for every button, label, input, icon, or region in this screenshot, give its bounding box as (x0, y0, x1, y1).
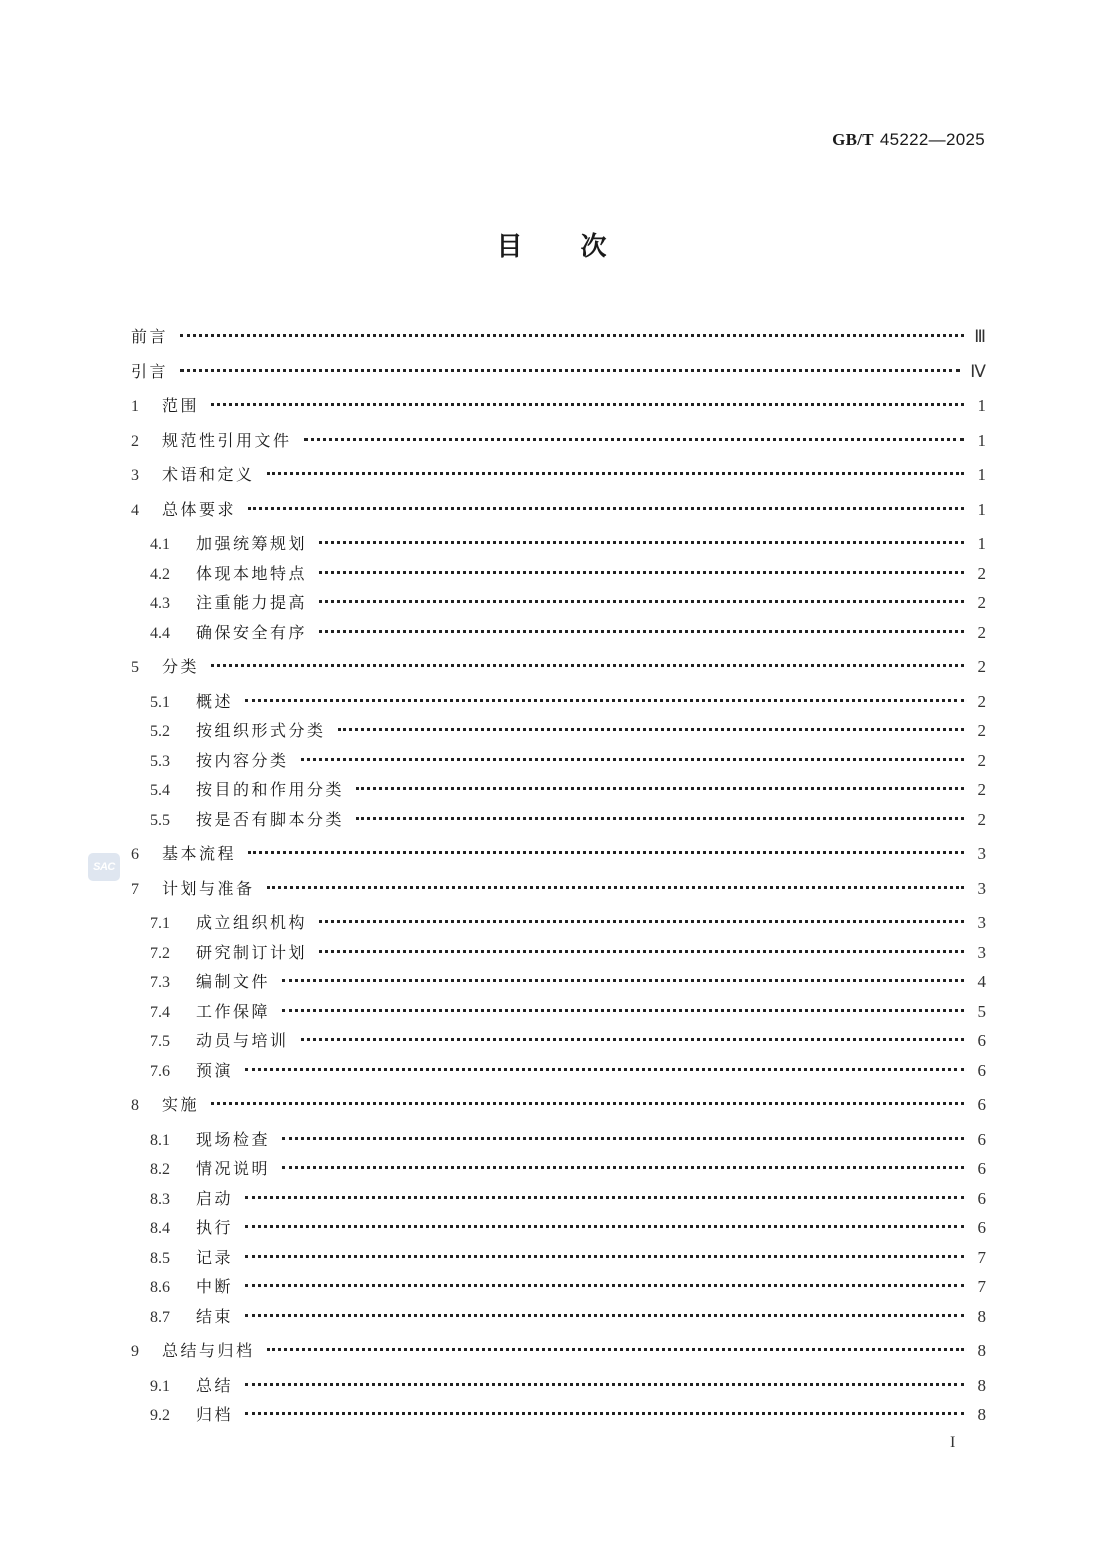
toc-entry-number: 8.6 (150, 1279, 170, 1296)
toc-entry-number: 8.7 (150, 1308, 170, 1326)
toc-entry[interactable] (131, 775, 986, 805)
toc-entry-label: 启动 (196, 1188, 234, 1208)
toc-entry[interactable] (131, 588, 986, 618)
toc-entry-number: 5.4 (150, 782, 170, 799)
toc-entry-number: 4.4 (150, 624, 170, 642)
toc-entry[interactable] (131, 1056, 986, 1086)
page-number: I (950, 1434, 956, 1451)
toc-entry-page: 3 (977, 942, 986, 962)
dot-leader (245, 1284, 964, 1287)
toc-entry-number: 5.2 (150, 723, 170, 740)
dot-leader (245, 1383, 964, 1386)
dot-leader (304, 438, 964, 441)
toc-entry-label: 范围 (162, 396, 200, 415)
toc-entry-number: 7.2 (150, 944, 170, 962)
toc-entry-page: 2 (977, 780, 986, 799)
toc-entry[interactable] (131, 938, 986, 968)
toc-entry-page: 2 (977, 721, 986, 740)
toc-entry[interactable] (131, 391, 986, 426)
toc-entry[interactable] (131, 426, 986, 461)
toc-entry[interactable] (131, 357, 986, 392)
toc-entry-label: 按内容分类 (196, 750, 289, 770)
standard-prefix: GB/T (832, 130, 874, 149)
toc-entry-label: 术语和定义 (162, 465, 255, 484)
toc-entry[interactable] (131, 687, 986, 717)
dot-leader (282, 1166, 964, 1169)
dot-leader (211, 664, 964, 667)
toc-entry-label: 按目的和作用分类 (196, 780, 345, 799)
dot-leader (338, 728, 964, 731)
toc-entry-number: 7.3 (150, 974, 170, 991)
dot-leader (267, 472, 964, 475)
toc-entry[interactable] (131, 967, 986, 997)
toc-entry-label: 现场检查 (196, 1129, 271, 1149)
toc-entry-label: 基本流程 (162, 844, 237, 863)
toc-entry[interactable] (131, 322, 986, 357)
toc-entry-number: 9 (131, 1343, 139, 1360)
toc-entry-page: 3 (977, 913, 986, 932)
toc-entry-page: 6 (977, 1188, 986, 1208)
toc-entry[interactable] (131, 1026, 986, 1056)
toc-entry-page: 1 (977, 430, 986, 450)
dot-leader (248, 507, 964, 510)
toc-entry[interactable] (131, 1272, 986, 1302)
toc-entry-number: 2 (131, 432, 139, 450)
toc-entry-page: 3 (977, 878, 986, 898)
toc-entry[interactable] (131, 652, 986, 687)
toc-entry[interactable] (131, 839, 986, 874)
toc-entry-page: 1 (977, 465, 986, 484)
toc-entry-number: 8.5 (150, 1249, 170, 1267)
toc-entry-page: Ⅳ (970, 361, 986, 381)
toc-entry-label: 实施 (162, 1095, 200, 1114)
toc-entry[interactable] (131, 618, 986, 648)
toc-entry[interactable] (131, 1090, 986, 1125)
toc-entry-number: 3 (131, 467, 139, 484)
toc-entry-page: 6 (977, 1218, 986, 1237)
toc-entry-number: 9.1 (150, 1377, 170, 1395)
dot-leader (245, 1314, 964, 1317)
dot-leader (245, 1196, 964, 1199)
toc-entry-page: 2 (977, 809, 986, 829)
toc-entry-number: 4.1 (150, 536, 170, 553)
dot-leader (267, 886, 964, 889)
toc-entry-label: 结束 (196, 1306, 234, 1326)
toc-entry-label: 体现本地特点 (196, 563, 308, 583)
toc-entry[interactable] (131, 1302, 986, 1332)
toc-entry-page: 1 (977, 534, 986, 553)
toc-entry-page: 8 (977, 1375, 986, 1395)
toc-entry-number: 6 (131, 846, 139, 863)
dot-leader (282, 1009, 964, 1012)
toc-entry-number: 8.3 (150, 1190, 170, 1208)
toc-entry-page: 2 (977, 563, 986, 583)
dot-leader (245, 1225, 964, 1228)
toc-entry[interactable] (131, 1336, 986, 1371)
dot-leader (245, 1255, 964, 1258)
dot-leader (267, 1348, 964, 1351)
toc-entry[interactable] (131, 1184, 986, 1214)
toc-entry-label: 总结与归档 (162, 1341, 255, 1360)
dot-leader (211, 403, 964, 406)
toc-entry-page: 2 (977, 691, 986, 711)
standard-code: 45222—2025 (879, 130, 985, 149)
toc-entry-number: 4 (131, 501, 139, 519)
toc-entry-page: 6 (977, 1095, 986, 1114)
dot-leader (301, 1038, 964, 1041)
toc-entry-label: 分类 (162, 657, 200, 676)
toc-entry[interactable] (131, 1243, 986, 1273)
toc-entry-number: 7.5 (150, 1033, 170, 1050)
toc-entry[interactable] (131, 1125, 986, 1155)
toc-entry-label: 预演 (196, 1060, 234, 1080)
toc-entry-page: 3 (977, 844, 986, 863)
toc-entry-page: 4 (977, 972, 986, 991)
toc-entry-label: 按组织形式分类 (196, 721, 326, 740)
toc-entry-page: 6 (977, 1129, 986, 1149)
toc-entry-page: 2 (977, 657, 986, 676)
toc-entry[interactable] (131, 1371, 986, 1401)
toc-entry[interactable] (131, 1154, 986, 1184)
toc-entry-label: 研究制订计划 (196, 942, 308, 962)
toc-entry[interactable] (131, 874, 986, 909)
toc-entry-label: 总结 (196, 1375, 234, 1395)
toc-entry-number: 1 (131, 398, 139, 415)
toc-entry-page: 7 (977, 1247, 986, 1267)
dot-leader (319, 541, 964, 544)
toc-entry-label: 记录 (196, 1247, 234, 1267)
toc-entry-number: 8 (131, 1097, 139, 1114)
toc-entry[interactable] (131, 1213, 986, 1243)
dot-leader (356, 817, 964, 820)
toc-entry-label: 中断 (196, 1277, 234, 1296)
toc-entry[interactable] (131, 559, 986, 589)
toc-entry-page: Ⅲ (974, 327, 986, 346)
toc-entry-page: 2 (977, 593, 986, 612)
standard-number (832, 130, 985, 150)
toc-entry-number: 7 (131, 880, 139, 898)
toc-entry-label: 确保安全有序 (196, 622, 308, 642)
dot-leader (211, 1102, 964, 1105)
toc-entry-number: 5 (131, 659, 139, 676)
dot-leader (282, 1137, 964, 1140)
toc-entry-label: 编制文件 (196, 972, 271, 991)
table-of-contents (131, 322, 986, 1430)
toc-entry-label: 计划与准备 (162, 878, 255, 898)
sac-watermark-logo: SAC (88, 853, 120, 881)
dot-leader (245, 1068, 964, 1071)
toc-entry-page: 6 (977, 1159, 986, 1178)
toc-entry[interactable] (131, 495, 986, 530)
toc-entry[interactable] (131, 1400, 986, 1430)
dot-leader (319, 950, 964, 953)
toc-entry-number: 8.2 (150, 1161, 170, 1178)
toc-entry-page: 2 (977, 750, 986, 770)
toc-entry-label: 动员与培训 (196, 1031, 289, 1050)
toc-entry-page: 5 (977, 1001, 986, 1021)
toc-entry-page: 8 (977, 1306, 986, 1326)
toc-entry-page: 1 (977, 396, 986, 415)
toc-entry-number: 7.6 (150, 1062, 170, 1080)
toc-entry-label: 前言 (131, 327, 169, 346)
toc-entry-label: 加强统筹规划 (196, 534, 308, 553)
dot-leader (282, 979, 964, 982)
dot-leader (319, 920, 964, 923)
toc-entry[interactable] (131, 908, 986, 938)
toc-entry-number: 7.4 (150, 1003, 170, 1021)
toc-entry-label: 成立组织机构 (196, 913, 308, 932)
dot-leader (180, 369, 960, 372)
toc-entry-label: 总体要求 (162, 499, 237, 519)
toc-entry-page: 2 (977, 622, 986, 642)
toc-entry-number: 4.3 (150, 595, 170, 612)
toc-entry-label: 情况说明 (196, 1159, 271, 1178)
toc-entry-page: 6 (977, 1031, 986, 1050)
toc-entry-label: 引言 (131, 361, 169, 381)
dot-leader (180, 334, 964, 337)
toc-entry-label: 注重能力提高 (196, 593, 308, 612)
toc-entry-page: 8 (977, 1341, 986, 1360)
page-title: 目次 (496, 232, 665, 262)
toc-entry-label: 规范性引用文件 (162, 430, 292, 450)
toc-entry[interactable] (131, 716, 986, 746)
toc-entry-label: 按是否有脚本分类 (196, 809, 345, 829)
toc-entry[interactable] (131, 529, 986, 559)
toc-entry-page: 7 (977, 1277, 986, 1296)
dot-leader (248, 851, 964, 854)
dot-leader (319, 600, 964, 603)
toc-entry-number: 5.1 (150, 693, 170, 711)
toc-entry-label: 概述 (196, 691, 234, 711)
toc-entry-number: 9.2 (150, 1407, 170, 1424)
toc-entry-number: 5.5 (150, 811, 170, 829)
toc-entry[interactable] (131, 997, 986, 1027)
dot-leader (356, 787, 964, 790)
toc-entry[interactable] (131, 746, 986, 776)
toc-entry-label: 执行 (196, 1218, 234, 1237)
toc-entry[interactable] (131, 460, 986, 495)
toc-entry-number: 7.1 (150, 915, 170, 932)
dot-leader (245, 699, 964, 702)
dot-leader (245, 1412, 964, 1415)
dot-leader (301, 758, 964, 761)
toc-entry-label: 归档 (196, 1405, 234, 1424)
dot-leader (319, 571, 964, 574)
toc-entry-page: 6 (977, 1060, 986, 1080)
toc-entry-number: 5.3 (150, 752, 170, 770)
toc-entry-page: 8 (977, 1405, 986, 1424)
toc-entry-number: 8.1 (150, 1131, 170, 1149)
toc-entry-number: 8.4 (150, 1220, 170, 1237)
toc-entry-label: 工作保障 (196, 1001, 271, 1021)
toc-entry-number: 4.2 (150, 565, 170, 583)
toc-entry-page: 1 (977, 499, 986, 519)
toc-entry[interactable] (131, 805, 986, 835)
dot-leader (319, 630, 964, 633)
